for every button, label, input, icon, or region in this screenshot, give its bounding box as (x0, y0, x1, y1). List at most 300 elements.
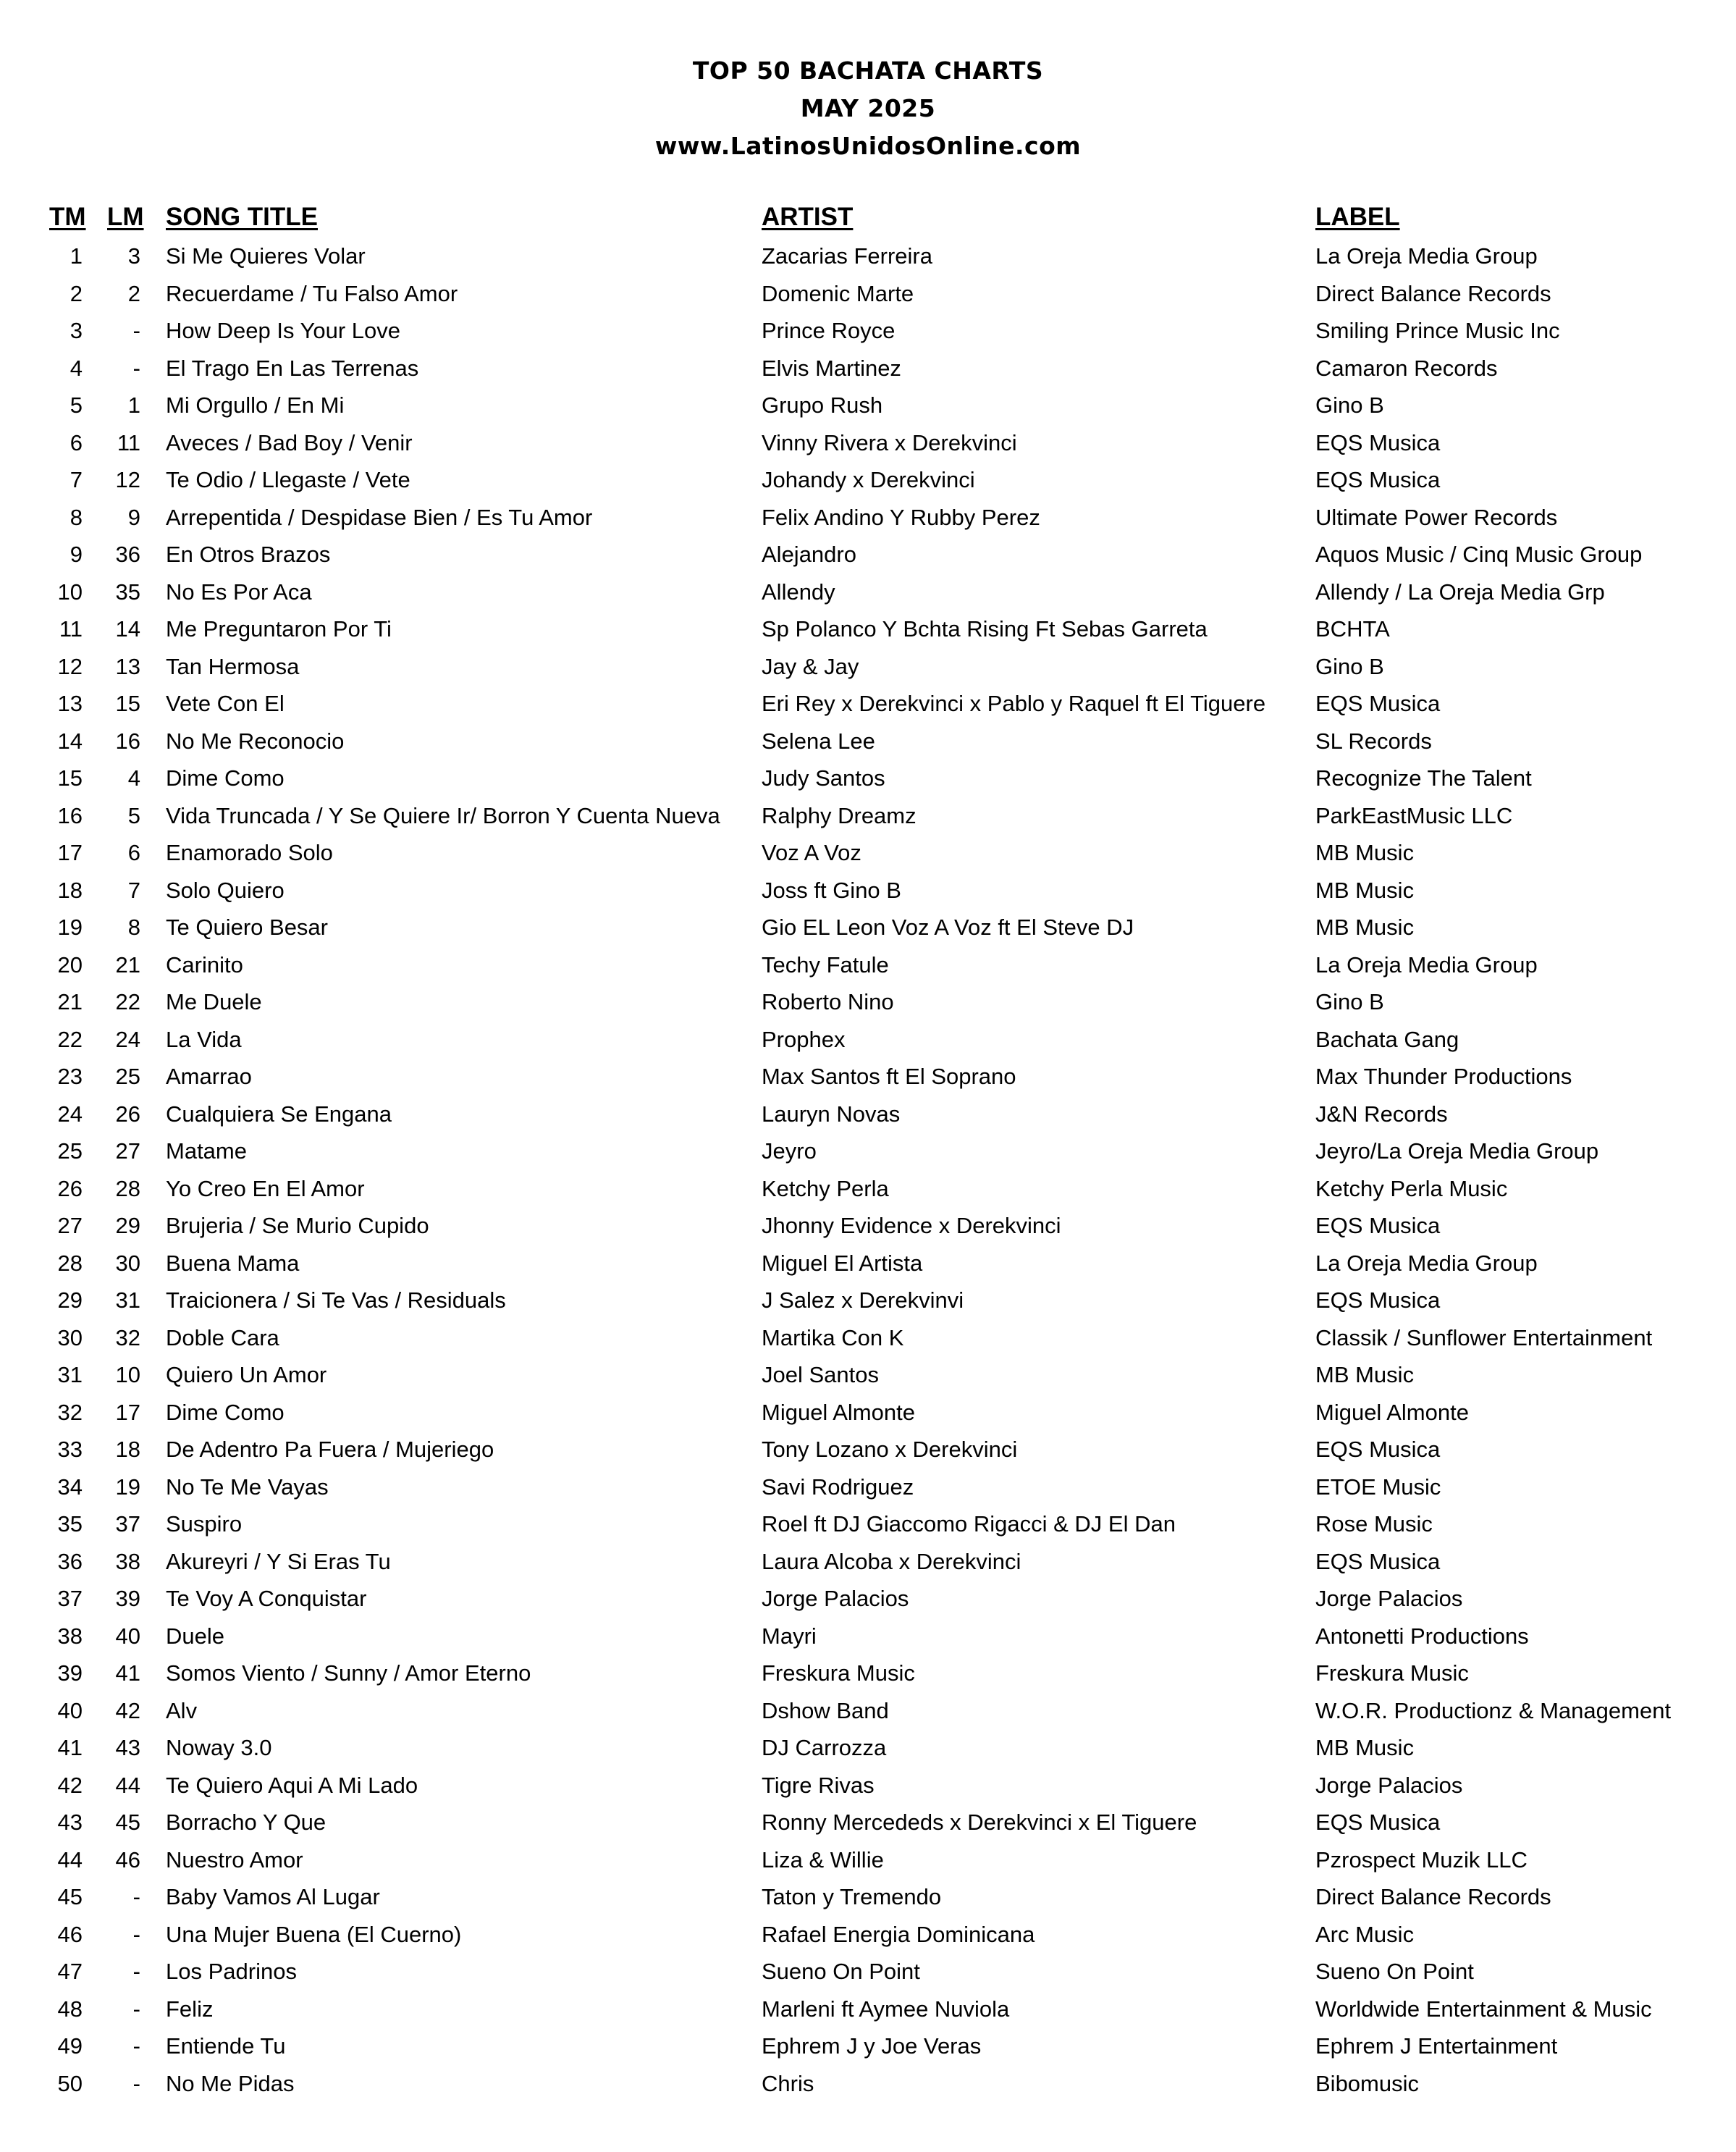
cell-tm: 41 (57, 1735, 83, 1760)
cell-song-title: Matame (166, 1138, 247, 1164)
cell-artist: Marleni ft Aymee Nuviola (762, 1996, 1010, 2022)
cell-lm: 28 (115, 1175, 140, 1201)
cell-label: MB Music (1315, 840, 1415, 865)
cell-artist: Gio EL Leon Voz A Voz ft El Steve DJ (762, 915, 1134, 940)
cell-song-title: Quiero Un Amor (166, 1362, 327, 1387)
cell-artist: Liza & Willie (762, 1846, 884, 1873)
cell-tm: 40 (57, 1697, 83, 1723)
table-row (0, 1878, 1736, 1916)
cell-lm: 11 (117, 429, 140, 455)
cell-lm: - (132, 355, 140, 381)
cell-song-title: Entiende Tu (166, 2033, 286, 2059)
cell-song-title: Baby Vamos Al Lugar (166, 1884, 380, 1909)
cell-song-title: Doble Cara (166, 1324, 279, 1350)
table-row (0, 238, 1736, 275)
cell-tm: 28 (57, 1250, 83, 1276)
cell-tm: 44 (57, 1846, 83, 1873)
cell-tm: 37 (57, 1586, 83, 1611)
cell-label: W.O.R. Productionz & Management (1315, 1697, 1672, 1723)
table-row (0, 1916, 1736, 1954)
cell-song-title: Enamorado Solo (166, 840, 333, 865)
cell-artist: Prince Royce (762, 318, 896, 343)
cell-lm: 26 (115, 1101, 140, 1127)
cell-lm: - (132, 1884, 140, 1909)
cell-label: EQS Musica (1315, 467, 1441, 492)
table-row (0, 1767, 1736, 1804)
table-row (0, 1431, 1736, 1468)
cell-lm: 29 (115, 1213, 140, 1238)
cell-tm: 21 (57, 989, 83, 1014)
cell-tm: 22 (57, 1026, 83, 1052)
cell-lm: 16 (115, 728, 140, 754)
chart-website: www.LatinosUnidosOnline.com (654, 132, 1082, 160)
cell-lm: 24 (115, 1026, 140, 1052)
table-row (0, 461, 1736, 499)
cell-artist: Jhonny Evidence x Derekvinci (762, 1213, 1061, 1238)
cell-lm: 5 (127, 802, 140, 828)
cell-tm: 38 (57, 1623, 83, 1649)
cell-tm: 36 (57, 1548, 83, 1574)
table-row (0, 1207, 1736, 1245)
cell-artist: Lauryn Novas (762, 1101, 901, 1127)
cell-song-title: De Adentro Pa Fuera / Mujeriego (166, 1437, 494, 1462)
cell-label: Allendy / La Oreja Media Grp (1315, 579, 1605, 605)
chart-title: TOP 50 BACHATA CHARTS (692, 56, 1044, 85)
cell-artist: Dshow Band (762, 1697, 889, 1723)
cell-label: Direct Balance Records (1315, 1884, 1551, 1909)
cell-label: Gino B (1315, 989, 1384, 1014)
cell-lm: 4 (127, 765, 140, 791)
cell-tm: 49 (57, 2033, 83, 2059)
cell-artist: Alejandro (762, 542, 856, 567)
cell-song-title: No Me Pidas (166, 2070, 295, 2096)
cell-artist: Domenic Marte (762, 280, 914, 306)
cell-label: MB Music (1315, 1362, 1415, 1387)
table-row (0, 1356, 1736, 1394)
cell-lm: - (132, 318, 140, 343)
cell-song-title: Feliz (166, 1996, 214, 2022)
table-row (0, 536, 1736, 573)
cell-lm: 8 (127, 915, 140, 940)
cell-tm: 16 (57, 802, 83, 828)
cell-song-title: El Trago En Las Terrenas (166, 355, 419, 381)
cell-tm: 42 (57, 1772, 83, 1798)
cell-song-title: Dime Como (166, 765, 285, 791)
cell-tm: 48 (57, 1996, 83, 2022)
table-row (0, 1655, 1736, 1692)
cell-song-title: Te Odio / Llegaste / Vete (166, 467, 410, 492)
table-row (0, 1804, 1736, 1841)
cell-artist: Mayri (762, 1623, 817, 1649)
cell-artist: Ephrem J y Joe Veras (762, 2033, 982, 2059)
table-row (0, 872, 1736, 909)
cell-artist: Martika Con K (762, 1324, 904, 1350)
cell-label: Pzrospect Muzik LLC (1315, 1846, 1528, 1873)
cell-lm: 43 (115, 1735, 140, 1760)
cell-label: Ultimate Power Records (1315, 504, 1558, 530)
cell-label: La Oreja Media Group (1315, 1250, 1538, 1276)
cell-song-title: No Te Me Vayas (166, 1474, 329, 1500)
cell-tm: 11 (59, 616, 83, 642)
cell-lm: 25 (115, 1064, 140, 1089)
cell-song-title: Borracho Y Que (166, 1810, 326, 1835)
cell-artist: Tigre Rivas (762, 1772, 875, 1798)
cell-artist: DJ Carrozza (762, 1735, 887, 1760)
column-header-tm: TM (49, 203, 86, 231)
cell-tm: 25 (57, 1138, 83, 1164)
cell-artist: Judy Santos (762, 765, 885, 791)
cell-artist: Tony Lozano x Derekvinci (762, 1437, 1018, 1462)
cell-label: MB Music (1315, 915, 1415, 940)
cell-artist: Taton y Tremendo (762, 1884, 942, 1909)
cell-artist: Elvis Martinez (762, 355, 901, 381)
cell-song-title: Una Mujer Buena (El Cuerno) (166, 1921, 462, 1947)
table-row (0, 1729, 1736, 1767)
table-row (0, 685, 1736, 723)
cell-label: Miguel Almonte (1315, 1399, 1469, 1425)
cell-song-title: En Otros Brazos (166, 542, 331, 567)
column-header-label: LABEL (1315, 203, 1400, 231)
cell-song-title: Alv (166, 1697, 198, 1723)
cell-song-title: Carinito (166, 951, 243, 978)
cell-lm: 27 (115, 1138, 140, 1164)
cell-label: MB Music (1315, 877, 1415, 903)
cell-artist: J Salez x Derekvinvi (762, 1287, 964, 1313)
cell-label: Gino B (1315, 392, 1384, 418)
column-header-song-title: SONG TITLE (166, 203, 318, 231)
cell-label: Freskura Music (1315, 1660, 1469, 1686)
cell-artist: Laura Alcoba x Derekvinci (762, 1548, 1021, 1574)
cell-lm: 37 (115, 1511, 140, 1537)
table-row (0, 946, 1736, 984)
cell-tm: 4 (69, 355, 83, 381)
cell-lm: 1 (127, 392, 140, 418)
cell-lm: 36 (115, 542, 140, 567)
table-row (0, 1505, 1736, 1543)
cell-lm: 10 (115, 1362, 140, 1387)
table-row (0, 312, 1736, 350)
table-row (0, 834, 1736, 872)
cell-lm: - (132, 2070, 140, 2096)
cell-lm: 2 (127, 280, 140, 306)
cell-label: Sueno On Point (1315, 1959, 1474, 1984)
cell-artist: Selena Lee (762, 728, 875, 754)
table-row (0, 2027, 1736, 2065)
cell-tm: 10 (57, 579, 83, 605)
cell-lm: 15 (115, 691, 140, 716)
cell-label: Jorge Palacios (1315, 1586, 1463, 1611)
cell-tm: 6 (69, 429, 83, 455)
cell-song-title: No Es Por Aca (166, 579, 312, 605)
cell-tm: 45 (57, 1884, 83, 1909)
cell-song-title: Cualquiera Se Engana (166, 1101, 392, 1127)
table-row (0, 797, 1736, 835)
cell-tm: 32 (57, 1399, 83, 1425)
cell-artist: Max Santos ft El Soprano (762, 1064, 1016, 1089)
cell-label: EQS Musica (1315, 1287, 1441, 1313)
cell-label: SL Records (1315, 728, 1432, 754)
cell-lm: 22 (115, 989, 140, 1014)
table-row (0, 387, 1736, 424)
table-row (0, 424, 1736, 462)
cell-lm: - (132, 1921, 140, 1947)
cell-label: Jeyro/La Oreja Media Group (1315, 1138, 1599, 1164)
cell-artist: Grupo Rush (762, 392, 883, 418)
cell-lm: 14 (115, 616, 140, 642)
cell-lm: 18 (115, 1437, 140, 1462)
cell-song-title: Noway 3.0 (166, 1735, 272, 1760)
cell-lm: 31 (115, 1287, 140, 1313)
cell-label: Bibomusic (1315, 2070, 1419, 2096)
cell-label: Antonetti Productions (1315, 1623, 1529, 1649)
cell-label: Smiling Prince Music Inc (1315, 318, 1560, 343)
cell-label: EQS Musica (1315, 1213, 1441, 1238)
cell-label: BCHTA (1315, 616, 1390, 642)
cell-tm: 3 (69, 318, 83, 343)
cell-label: Camaron Records (1315, 355, 1498, 381)
cell-lm: - (132, 1996, 140, 2022)
table-row (0, 1468, 1736, 1506)
cell-artist: Freskura Music (762, 1660, 915, 1686)
table-row (0, 1543, 1736, 1581)
cell-tm: 29 (57, 1287, 83, 1313)
table-row (0, 1841, 1736, 1879)
table-row (0, 760, 1736, 797)
cell-artist: Johandy x Derekvinci (762, 467, 975, 492)
cell-song-title: Tan Hermosa (166, 653, 300, 679)
cell-song-title: Arrepentida / Despidase Bien / Es Tu Amor (166, 504, 593, 530)
cell-tm: 39 (57, 1660, 83, 1686)
cell-label: Direct Balance Records (1315, 280, 1551, 306)
cell-tm: 35 (57, 1511, 83, 1537)
cell-label: Arc Music (1315, 1921, 1415, 1947)
chart-header (0, 52, 1736, 165)
cell-artist: Ronny Mercededs x Derekvinci x El Tiguere (762, 1810, 1197, 1835)
cell-label: EQS Musica (1315, 429, 1441, 455)
cell-song-title: Te Voy A Conquistar (166, 1586, 367, 1611)
cell-tm: 8 (69, 504, 83, 530)
cell-lm: 17 (115, 1399, 140, 1425)
cell-tm: 2 (69, 280, 83, 306)
cell-artist: Jeyro (762, 1138, 817, 1164)
table-row (0, 2065, 1736, 2103)
cell-tm: 1 (69, 243, 83, 269)
cell-lm: 35 (115, 579, 140, 605)
cell-tm: 27 (57, 1213, 83, 1238)
cell-label: ParkEastMusic LLC (1315, 802, 1513, 828)
cell-artist: Chris (762, 2070, 814, 2096)
cell-song-title: Traicionera / Si Te Vas / Residuals (166, 1287, 506, 1313)
column-header-lm: LM (107, 203, 144, 231)
cell-artist: Savi Rodriguez (762, 1474, 914, 1500)
cell-song-title: Te Quiero Besar (166, 915, 328, 940)
cell-artist: Miguel El Artista (762, 1250, 923, 1276)
cell-song-title: How Deep Is Your Love (166, 318, 400, 343)
cell-lm: 19 (115, 1474, 140, 1500)
cell-song-title: La Vida (166, 1026, 242, 1052)
cell-song-title: Recuerdame / Tu Falso Amor (166, 280, 458, 306)
cell-lm: 45 (115, 1810, 140, 1835)
cell-song-title: Te Quiero Aqui A Mi Lado (166, 1772, 418, 1798)
cell-tm: 17 (57, 840, 83, 865)
table-row (0, 610, 1736, 648)
cell-song-title: Si Me Quieres Volar (166, 243, 366, 269)
table-row (0, 1692, 1736, 1730)
table-row (0, 648, 1736, 686)
table-row (0, 573, 1736, 611)
cell-lm: 41 (115, 1660, 140, 1686)
cell-tm: 26 (57, 1175, 83, 1201)
table-row (0, 1170, 1736, 1208)
cell-label: MB Music (1315, 1735, 1415, 1760)
cell-tm: 18 (57, 877, 83, 903)
cell-lm: - (132, 1959, 140, 1984)
table-row (0, 1394, 1736, 1432)
cell-label: La Oreja Media Group (1315, 243, 1538, 269)
cell-lm: 6 (127, 840, 140, 865)
cell-label: Gino B (1315, 653, 1384, 679)
table-row (0, 723, 1736, 760)
cell-song-title: Duele (166, 1623, 224, 1649)
cell-artist: Rafael Energia Dominicana (762, 1921, 1035, 1947)
chart-table (0, 238, 1736, 2102)
cell-song-title: Me Duele (166, 989, 262, 1014)
cell-label: J&N Records (1315, 1101, 1448, 1127)
cell-artist: Sueno On Point (762, 1959, 920, 1984)
cell-song-title: Mi Orgullo / En Mi (166, 392, 345, 418)
cell-tm: 13 (57, 691, 83, 716)
cell-lm: 44 (115, 1772, 140, 1798)
table-row (0, 1058, 1736, 1096)
cell-artist: Roberto Nino (762, 989, 894, 1014)
cell-lm: 7 (127, 877, 140, 903)
cell-artist: Ketchy Perla (762, 1175, 889, 1201)
cell-artist: Zacarias Ferreira (762, 243, 932, 269)
cell-tm: 9 (69, 542, 83, 567)
cell-label: Recognize The Talent (1315, 765, 1532, 791)
cell-tm: 12 (57, 653, 83, 679)
cell-artist: Felix Andino Y Rubby Perez (762, 504, 1040, 530)
table-row (0, 983, 1736, 1021)
cell-artist: Voz A Voz (762, 840, 861, 865)
cell-tm: 5 (69, 392, 83, 418)
cell-song-title: Nuestro Amor (166, 1846, 303, 1873)
cell-lm: 32 (115, 1324, 140, 1350)
cell-lm: 3 (127, 243, 140, 269)
cell-song-title: Amarrao (166, 1064, 252, 1089)
table-row (0, 275, 1736, 313)
cell-label: Aquos Music / Cinq Music Group (1315, 542, 1643, 567)
cell-lm: - (132, 2033, 140, 2059)
table-row (0, 1618, 1736, 1655)
cell-lm: 46 (115, 1846, 140, 1873)
cell-song-title: Brujeria / Se Murio Cupido (166, 1213, 429, 1238)
cell-artist: Sp Polanco Y Bchta Rising Ft Sebas Garreta (762, 616, 1208, 642)
cell-artist: Joel Santos (762, 1362, 879, 1387)
cell-artist: Vinny Rivera x Derekvinci (762, 429, 1017, 455)
column-header-artist: ARTIST (762, 203, 854, 231)
cell-label: EQS Musica (1315, 1548, 1441, 1574)
cell-tm: 46 (57, 1921, 83, 1947)
cell-lm: 13 (115, 653, 140, 679)
cell-lm: 38 (115, 1548, 140, 1574)
cell-lm: 39 (115, 1586, 140, 1611)
cell-tm: 7 (69, 467, 83, 492)
cell-label: Ketchy Perla Music (1315, 1175, 1508, 1201)
table-row (0, 1282, 1736, 1319)
cell-label: Jorge Palacios (1315, 1772, 1463, 1798)
cell-tm: 15 (57, 765, 83, 791)
table-row (0, 1953, 1736, 1991)
cell-lm: 30 (115, 1250, 140, 1276)
cell-lm: 40 (115, 1623, 140, 1649)
table-row (0, 1319, 1736, 1357)
cell-artist: Eri Rey x Derekvinci x Pablo y Raquel ft El Tiguere (762, 691, 1266, 716)
table-row (0, 1991, 1736, 2028)
cell-label: Ephrem J Entertainment (1315, 2033, 1558, 2059)
cell-label: EQS Musica (1315, 1810, 1441, 1835)
cell-song-title: Dime Como (166, 1399, 285, 1425)
cell-tm: 50 (57, 2070, 83, 2096)
cell-song-title: Yo Creo En El Amor (166, 1175, 365, 1201)
cell-song-title: Vete Con El (166, 691, 285, 716)
cell-label: Max Thunder Productions (1315, 1064, 1572, 1089)
cell-lm: 9 (127, 504, 140, 530)
table-row (0, 499, 1736, 537)
cell-label: ETOE Music (1315, 1474, 1441, 1500)
cell-song-title: Somos Viento / Sunny / Amor Eterno (166, 1660, 531, 1686)
cell-song-title: Suspiro (166, 1511, 243, 1537)
cell-lm: 42 (115, 1697, 140, 1723)
cell-song-title: Los Padrinos (166, 1959, 297, 1984)
cell-song-title: No Me Reconocio (166, 728, 345, 754)
cell-label: EQS Musica (1315, 1437, 1441, 1462)
cell-label: Worldwide Entertainment & Music (1315, 1996, 1652, 2022)
cell-label: EQS Musica (1315, 691, 1441, 716)
chart-date: MAY 2025 (800, 94, 936, 122)
cell-tm: 14 (57, 728, 83, 754)
cell-tm: 19 (57, 915, 83, 940)
cell-artist: Allendy (762, 579, 835, 605)
cell-song-title: Aveces / Bad Boy / Venir (166, 429, 413, 455)
cell-song-title: Buena Mama (166, 1250, 300, 1276)
cell-artist: Jorge Palacios (762, 1586, 909, 1611)
cell-label: La Oreja Media Group (1315, 951, 1538, 978)
cell-artist: Techy Fatule (762, 951, 889, 978)
cell-tm: 23 (57, 1064, 83, 1089)
cell-label: Rose Music (1315, 1511, 1433, 1537)
cell-song-title: Me Preguntaron Por Ti (166, 616, 392, 642)
table-row (0, 1132, 1736, 1170)
cell-artist: Ralphy Dreamz (762, 802, 917, 828)
table-row (0, 1021, 1736, 1059)
cell-label: Bachata Gang (1315, 1026, 1459, 1052)
table-row (0, 1096, 1736, 1133)
cell-tm: 20 (57, 951, 83, 978)
cell-artist: Prophex (762, 1026, 846, 1052)
cell-tm: 34 (57, 1474, 83, 1500)
table-row (0, 350, 1736, 387)
cell-song-title: Akureyri / Y Si Eras Tu (166, 1548, 391, 1574)
cell-tm: 24 (57, 1101, 83, 1127)
cell-song-title: Vida Truncada / Y Se Quiere Ir/ Borron Y Cuenta Nueva (166, 802, 720, 828)
cell-artist: Roel ft DJ Giaccomo Rigacci & DJ El Dan (762, 1511, 1176, 1537)
cell-tm: 33 (57, 1437, 83, 1462)
cell-tm: 31 (57, 1362, 83, 1387)
cell-artist: Jay & Jay (762, 653, 859, 679)
table-row (0, 909, 1736, 946)
cell-tm: 43 (57, 1810, 83, 1835)
